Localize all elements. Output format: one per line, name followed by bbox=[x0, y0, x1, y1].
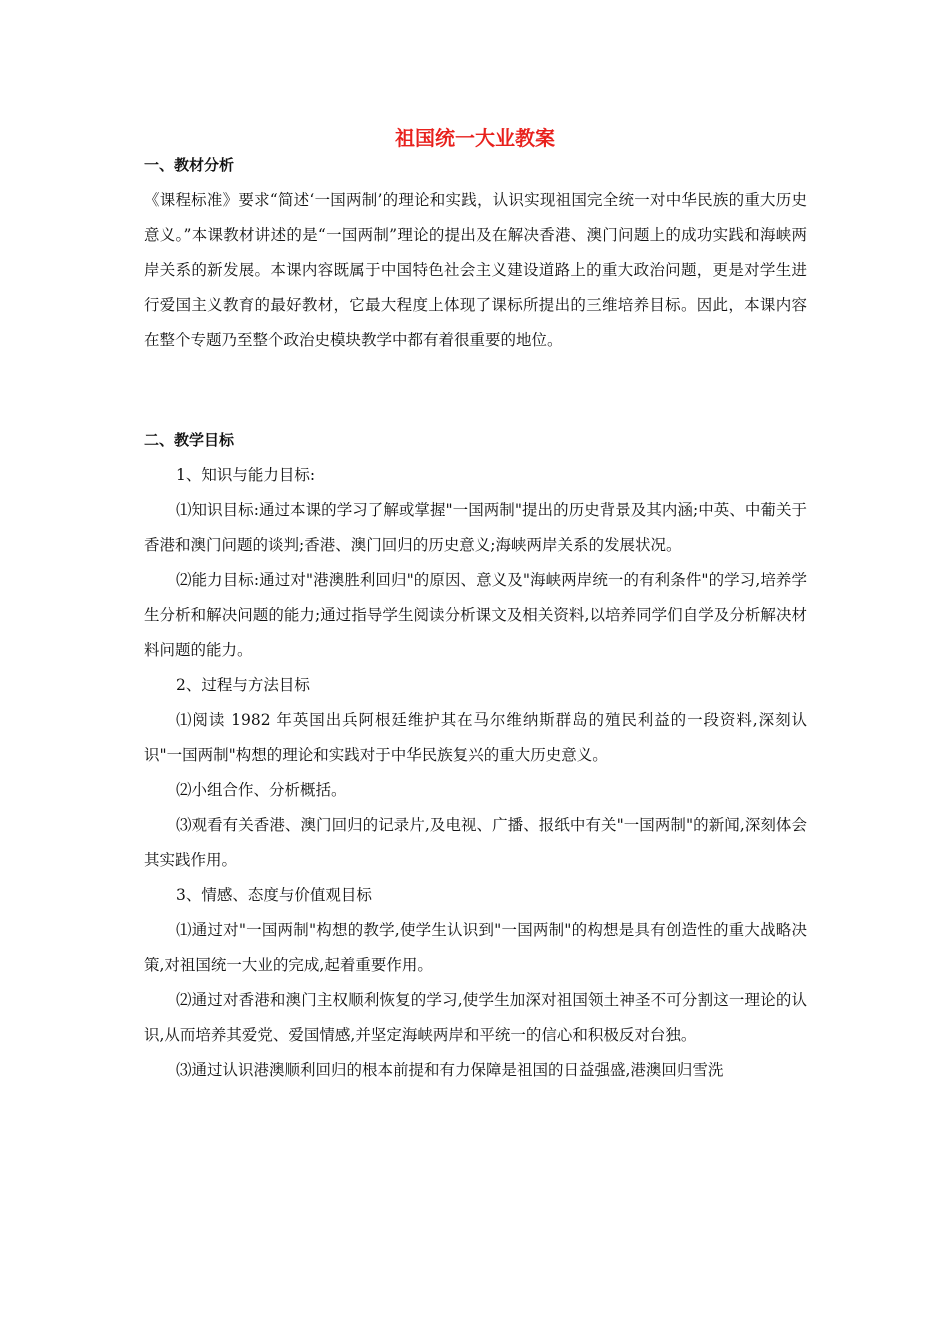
paragraph: ⑴阅读 1982 年英国出兵阿根廷维护其在马尔维纳斯群岛的殖民利益的一段资料,深刻认识"一国两制"构想的理论和实践对于中华民族复兴的重大历史意义。 bbox=[144, 711, 807, 764]
subheading: 3、情感、态度与价值观目标 bbox=[176, 886, 372, 904]
subheading: 2、过程与方法目标 bbox=[176, 676, 310, 694]
paragraph: ⑴通过对"一国两制"构想的教学,使学生认识到"一国两制"的构想是具有创造性的重大战略决策,对祖国统一大业的完成,起着重要作用。 bbox=[144, 921, 807, 974]
paragraph: ⑶观看有关香港、澳门回归的记录片,及电视、广播、报纸中有关"一国两制"的新闻,深刻体会其实践作用。 bbox=[144, 816, 807, 869]
section-heading: 一、教材分析 bbox=[144, 156, 235, 174]
paragraph: 《课程标准》要求“简述‘一国两制’的理论和实践，认识实现祖国完全统一对中华民族的重大历史意义。”本课教材讲述的是“一国两制”理论的提出及在解决香港、澳门问题上的成功实践和海峡两岸关系的新发展。本课内容既属于中国特色社会主义建设道路上的重大政治问题，更是对学生进行爱国主义教育的最好教材，它最大程度上体现了课标所提出的三维培养目标。因此，本课内容在整个专题乃至整个政治史模块教学中都有着很重要的地位。 bbox=[144, 191, 807, 349]
section-1 bbox=[144, 148, 807, 358]
subheading: 1、知识与能力目标: bbox=[176, 466, 316, 484]
paragraph: ⑵能力目标:通过对"港澳胜利回归"的原因、意义及"海峡两岸统一的有利条件"的学习,培养学生分析和解决问题的能力;通过指导学生阅读分析课文及相关资料,以培养同学们自学及分析解决材料问题的能力。 bbox=[144, 571, 807, 659]
section-2 bbox=[144, 423, 807, 1088]
paragraph: ⑵通过对香港和澳门主权顺利恢复的学习,使学生加深对祖国领土神圣不可分割这一理论的认识,从而培养其爱党、爱国情感,并坚定海峡两岸和平统一的信心和积极反对台独。 bbox=[144, 991, 807, 1044]
paragraph: ⑴知识目标:通过本课的学习了解或掌握"一国两制"提出的历史背景及其内涵;中英、中葡关于香港和澳门问题的谈判;香港、澳门回归的历史意义;海峡两岸关系的发展状况。 bbox=[144, 501, 807, 554]
document-title: 祖国统一大业教案 bbox=[395, 126, 555, 150]
paragraph: ⑵小组合作、分析概括。 bbox=[176, 781, 347, 799]
paragraph: ⑶通过认识港澳顺利回归的根本前提和有力保障是祖国的日益强盛,港澳回归雪洗 bbox=[176, 1061, 724, 1079]
section-heading: 二、教学目标 bbox=[144, 431, 235, 449]
